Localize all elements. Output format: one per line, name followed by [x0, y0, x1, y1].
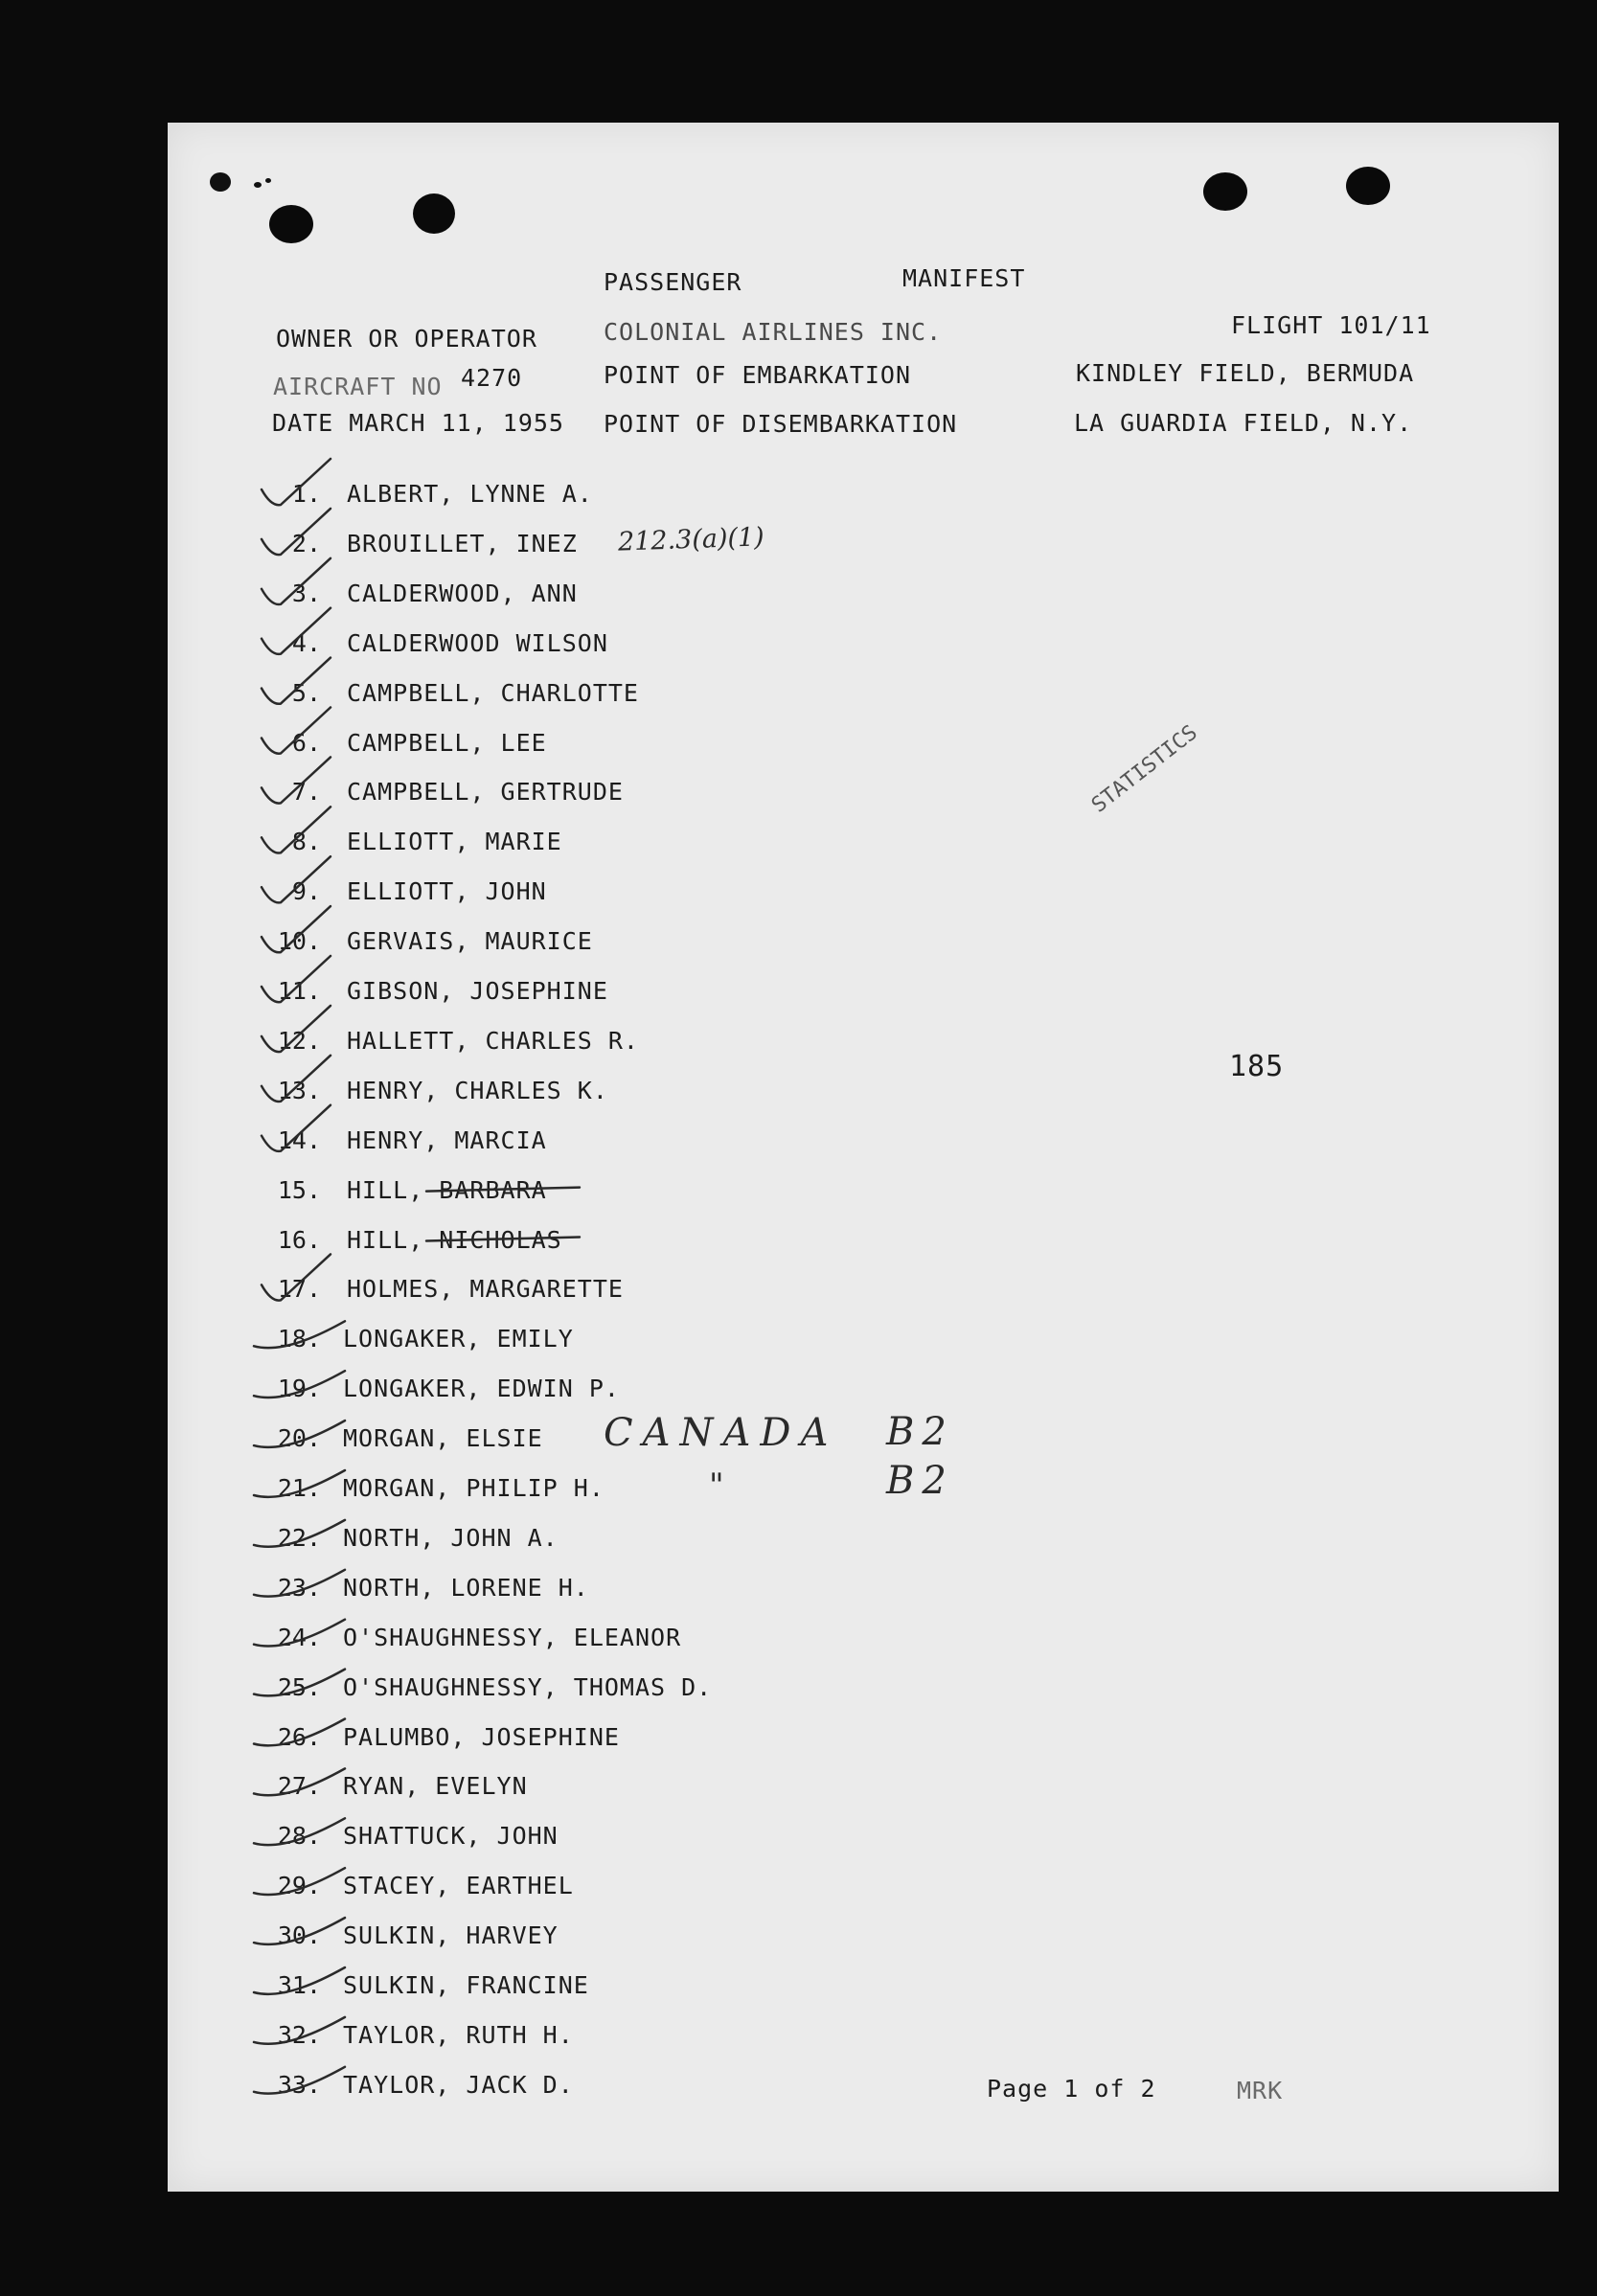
passenger-number: 24. [277, 1624, 321, 1651]
passenger-number: 5. [291, 679, 321, 707]
passenger-number: 25. [277, 1673, 321, 1701]
passenger-name: LONGAKER, EDWIN P. [343, 1375, 620, 1402]
form-title-manifest: MANIFEST [902, 264, 1026, 292]
handwritten-visa-class-1: B2 [886, 1410, 954, 1454]
page-number-mark: 185 [1229, 1050, 1285, 1083]
embarkation-value: KINDLEY FIELD, BERMUDA [1076, 359, 1415, 387]
check-mark [262, 509, 331, 555]
passenger-name: ELLIOTT, JOHN [347, 877, 547, 905]
embarkation-label: POINT OF EMBARKATION [604, 361, 912, 389]
passenger-name: CALDERWOOD WILSON [347, 629, 608, 657]
passenger-name: LONGAKER, EMILY [343, 1325, 574, 1353]
passenger-name: NORTH, JOHN A. [343, 1524, 559, 1552]
passenger-number: 13. [277, 1077, 321, 1104]
check-mark [262, 658, 331, 704]
check-mark [254, 1520, 345, 1547]
strike-through-line [426, 1238, 580, 1241]
passenger-name: O'SHAUGHNESSY, THOMAS D. [343, 1673, 713, 1701]
passenger-number: 11. [277, 977, 321, 1005]
passenger-number: 29. [277, 1872, 321, 1899]
passenger-number: 23. [277, 1574, 321, 1602]
passenger-number: 12. [277, 1027, 321, 1055]
passenger-name: PALUMBO, JOSEPHINE [343, 1723, 620, 1751]
check-mark [254, 1371, 345, 1398]
passenger-name: HALLETT, CHARLES R. [347, 1027, 639, 1055]
check-mark [254, 1470, 345, 1497]
check-mark [262, 558, 331, 604]
passenger-number: 8. [291, 828, 321, 855]
check-mark [262, 757, 331, 803]
date-label: DATE MARCH 11, 1955 [272, 409, 564, 437]
check-mark [262, 608, 331, 654]
passenger-name: HENRY, CHARLES K. [347, 1077, 608, 1104]
check-mark [254, 1918, 345, 1944]
check-mark [254, 1570, 345, 1597]
passenger-name: CALDERWOOD, ANN [347, 580, 578, 607]
passenger-name: TAYLOR, RUTH H. [343, 2021, 574, 2049]
passenger-name: CAMPBELL, LEE [347, 729, 547, 757]
passenger-name: HENRY, MARCIA [347, 1126, 547, 1154]
tally-marks-layer [168, 123, 1559, 2192]
check-mark [254, 1967, 345, 1994]
check-mark [254, 1719, 345, 1746]
check-mark [262, 956, 331, 1002]
check-mark [254, 2067, 345, 2094]
check-mark [262, 1056, 331, 1102]
passenger-number: 9. [291, 877, 321, 905]
check-mark [254, 1768, 345, 1795]
handwritten-visa-class-2: B2 [886, 1459, 954, 1503]
passenger-number: 20. [277, 1424, 321, 1452]
check-mark [254, 2017, 345, 2044]
passenger-number: 33. [277, 2071, 321, 2099]
statistics-stamp: STATISTICS [1087, 720, 1202, 818]
passenger-number: 30. [277, 1921, 321, 1949]
handwritten-note-brouillet: 212.3(a)(1) [617, 522, 765, 557]
passenger-name: RYAN, EVELYN [343, 1772, 528, 1800]
passenger-name: HILL, NICHOLAS [347, 1226, 562, 1254]
passenger-name: SHATTUCK, JOHN [343, 1822, 559, 1850]
passenger-number: 32. [277, 2021, 321, 2049]
passenger-name: MORGAN, ELSIE [343, 1424, 543, 1452]
passenger-number: 31. [277, 1971, 321, 1999]
form-title-passenger: PASSENGER [604, 268, 742, 296]
passenger-number: 21. [277, 1474, 321, 1502]
passenger-name: MORGAN, PHILIP H. [343, 1474, 605, 1502]
handwritten-ditto-mark: " [709, 1466, 724, 1505]
passenger-name: HOLMES, MARGARETTE [347, 1275, 624, 1303]
passenger-number: 2. [291, 530, 321, 557]
check-mark [262, 807, 331, 852]
owner-label: OWNER OR OPERATOR [276, 325, 537, 352]
passenger-name: NORTH, LORENE H. [343, 1574, 589, 1602]
passenger-number: 15. [277, 1176, 321, 1204]
passenger-name: SULKIN, HARVEY [343, 1921, 559, 1949]
passenger-name: CAMPBELL, CHARLOTTE [347, 679, 639, 707]
passenger-number: 17. [277, 1275, 321, 1303]
page-indicator: Page 1 of 2 [987, 2075, 1156, 2103]
passenger-number: 10. [277, 927, 321, 955]
check-mark [254, 1670, 345, 1696]
passenger-number: 26. [277, 1723, 321, 1751]
check-mark [262, 459, 331, 505]
flight-number: FLIGHT 101/11 [1231, 311, 1431, 339]
passenger-name: TAYLOR, JACK D. [343, 2071, 574, 2099]
check-mark [262, 856, 331, 902]
check-mark [262, 1006, 331, 1052]
passenger-name: ELLIOTT, MARIE [347, 828, 562, 855]
aircraft-label: AIRCRAFT NO [273, 373, 443, 400]
passenger-number: 27. [277, 1772, 321, 1800]
passenger-name: ALBERT, LYNNE A. [347, 480, 593, 508]
passenger-number: 16. [277, 1226, 321, 1254]
check-mark [254, 1868, 345, 1895]
passenger-name: STACEY, EARTHEL [343, 1872, 574, 1899]
check-mark [262, 1254, 331, 1300]
passenger-name: O'SHAUGHNESSY, ELEANOR [343, 1624, 682, 1651]
passenger-name: GERVAIS, MAURICE [347, 927, 593, 955]
check-mark [262, 906, 331, 952]
passenger-name: CAMPBELL, GERTRUDE [347, 778, 624, 806]
passenger-number: 28. [277, 1822, 321, 1850]
passenger-number: 3. [291, 580, 321, 607]
clerk-initials: MRK [1237, 2077, 1284, 2104]
disembarkation-value: LA GUARDIA FIELD, N.Y. [1074, 409, 1413, 437]
owner-value: COLONIAL AIRLINES INC. [604, 318, 943, 346]
passenger-number: 6. [291, 729, 321, 757]
passenger-name: SULKIN, FRANCINE [343, 1971, 589, 1999]
check-mark [254, 1321, 345, 1348]
strike-through-line [426, 1188, 580, 1192]
passenger-name: GIBSON, JOSEPHINE [347, 977, 608, 1005]
passenger-number: 4. [291, 629, 321, 657]
check-mark [262, 1105, 331, 1151]
passenger-number: 22. [277, 1524, 321, 1552]
check-mark [262, 708, 331, 754]
passenger-number: 1. [291, 480, 321, 508]
passenger-number: 19. [277, 1375, 321, 1402]
check-mark [254, 1421, 345, 1447]
passenger-name: HILL, BARBARA [347, 1176, 547, 1204]
passenger-number: 18. [277, 1325, 321, 1353]
passenger-number: 7. [291, 778, 321, 806]
manifest-sheet [168, 123, 1559, 2192]
check-mark [254, 1818, 345, 1845]
handwritten-country-canada: CANADA [604, 1411, 838, 1455]
passenger-name: BROUILLET, INEZ [347, 530, 578, 557]
aircraft-value: 4270 [461, 364, 523, 392]
disembarkation-label: POINT OF DISEMBARKATION [604, 410, 958, 438]
check-mark [254, 1620, 345, 1647]
passenger-number: 14. [277, 1126, 321, 1154]
